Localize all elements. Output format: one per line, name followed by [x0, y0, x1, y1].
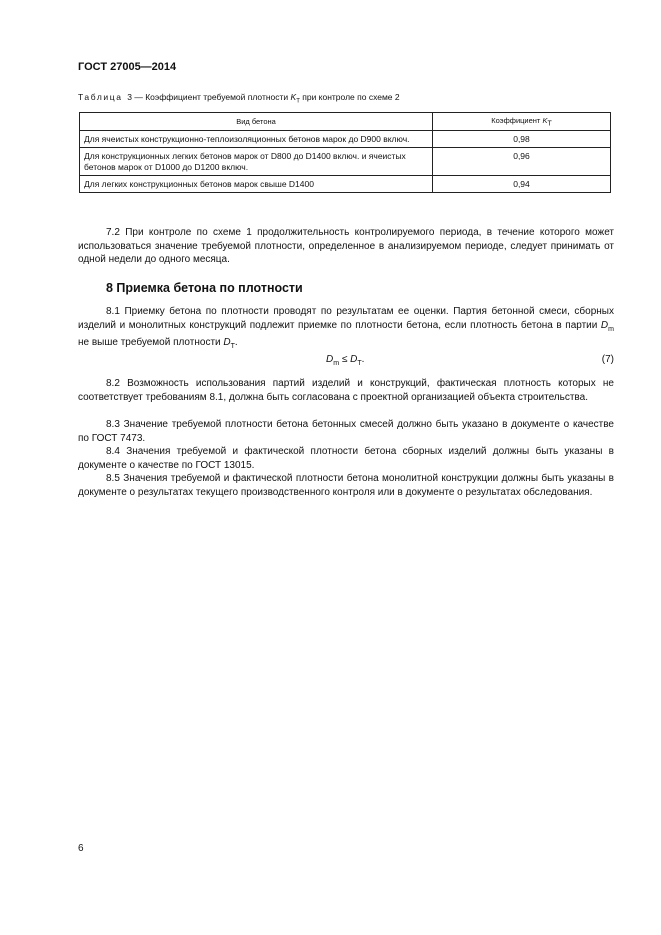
- header-coefficient-label: Коэффициент: [491, 115, 541, 125]
- row-concrete-type: Для легких конструкционных бетонов марок свыше D1400: [80, 176, 433, 193]
- p81-symbol-dt-sub: Т: [230, 343, 235, 351]
- caption-symbol: K: [290, 92, 297, 102]
- caption-symbol-sub: Т: [296, 98, 300, 105]
- row-coefficient: 0,98: [433, 131, 611, 148]
- p81-text-b: не выше требуемой плотности: [78, 337, 224, 349]
- p81-text-c: .: [234, 337, 238, 349]
- caption-text: — Коэффициент требуемой плотности: [132, 92, 291, 102]
- caption-tail: при контроле по схеме 2: [299, 92, 400, 102]
- row-concrete-type: Для ячеистых конструкционно-теплоизоляционных бетонов марок до D900 включ.: [80, 131, 433, 148]
- section-8-heading: 8 Приемка бетона по плотности: [106, 281, 303, 295]
- formula-lhs: D: [326, 354, 334, 365]
- row-coefficient: 0,96: [433, 148, 611, 176]
- table-row: [80, 148, 611, 176]
- formula-operator: ≤: [339, 354, 351, 365]
- table-row: [80, 176, 611, 193]
- p81-symbol-dt: D: [223, 337, 231, 349]
- formula-rhs: D: [350, 354, 358, 365]
- formula-end: .: [361, 354, 365, 365]
- document-header: ГОСТ 27005—2014: [78, 61, 177, 73]
- paragraph-8-3: 8.3 Значение требуемой плотности бетона бетонных смесей должно быть указано в документе о качестве по ГОСТ 7473.: [78, 419, 614, 444]
- header-coefficient-sub: Т: [547, 120, 552, 128]
- formula-rhs-sub: Т: [357, 360, 362, 367]
- p81-symbol-dm-sub: m: [608, 325, 614, 333]
- p81-symbol-dm: D: [600, 319, 609, 331]
- table-header-row: [80, 113, 611, 131]
- header-coefficient: [433, 113, 611, 131]
- formula-number: (7): [601, 354, 614, 365]
- page-number: 6: [78, 843, 84, 854]
- header-coefficient-symbol: K: [542, 115, 548, 125]
- p81-text-a: 8.1 Приемку бетона по плотности проводят по результатам ее оценки. Партия бетонной смеси, сборных изделий и монолитных конструкций подлежит приемке по плотности бетона, если плотность бетона в партии: [78, 306, 614, 331]
- row-coefficient: 0,94: [433, 176, 611, 193]
- paragraph-8-5: 8.5 Значения требуемой и фактической плотности бетона монолитной конструкции должны быть указаны в документе о результатах текущего производственного контроля или в документе о результатах обследования.: [78, 473, 614, 498]
- formula-lhs-sub: m: [333, 360, 340, 367]
- header-concrete-type: Вид бетона: [80, 113, 433, 131]
- table-caption: [78, 92, 400, 105]
- paragraph-7-2: 7.2 При контроле по схеме 1 продолжительность контролируемого периода, в течение которого может использоваться значение требуемой плотности, определенное в анализируемом периоде, следует принимать от одной недели до одного месяца.: [78, 227, 614, 266]
- formula-expression: [326, 354, 364, 367]
- caption-label: Таблица: [78, 92, 123, 102]
- paragraph-8-4: 8.4 Значения требуемой и фактической плотности бетона сборных изделий должны быть указаны в документе о качестве по ГОСТ 13015.: [78, 446, 614, 471]
- table-row: [80, 131, 611, 148]
- row-concrete-type: Для конструкционных легких бетонов марок от D800 до D1400 включ. и ячеистых бетонов марок от D1000 до D1200 включ.: [80, 148, 433, 176]
- paragraph-8-2: 8.2 Возможность использования партий изделий и конструкций, фактическая плотность которых не соответствует требованиям 8.1, должна быть согласована с проектной организацией объекта строительства.: [78, 378, 614, 403]
- caption-number: 3: [127, 92, 132, 102]
- paragraph-8-1: [78, 305, 614, 354]
- density-coefficient-table: [79, 112, 611, 193]
